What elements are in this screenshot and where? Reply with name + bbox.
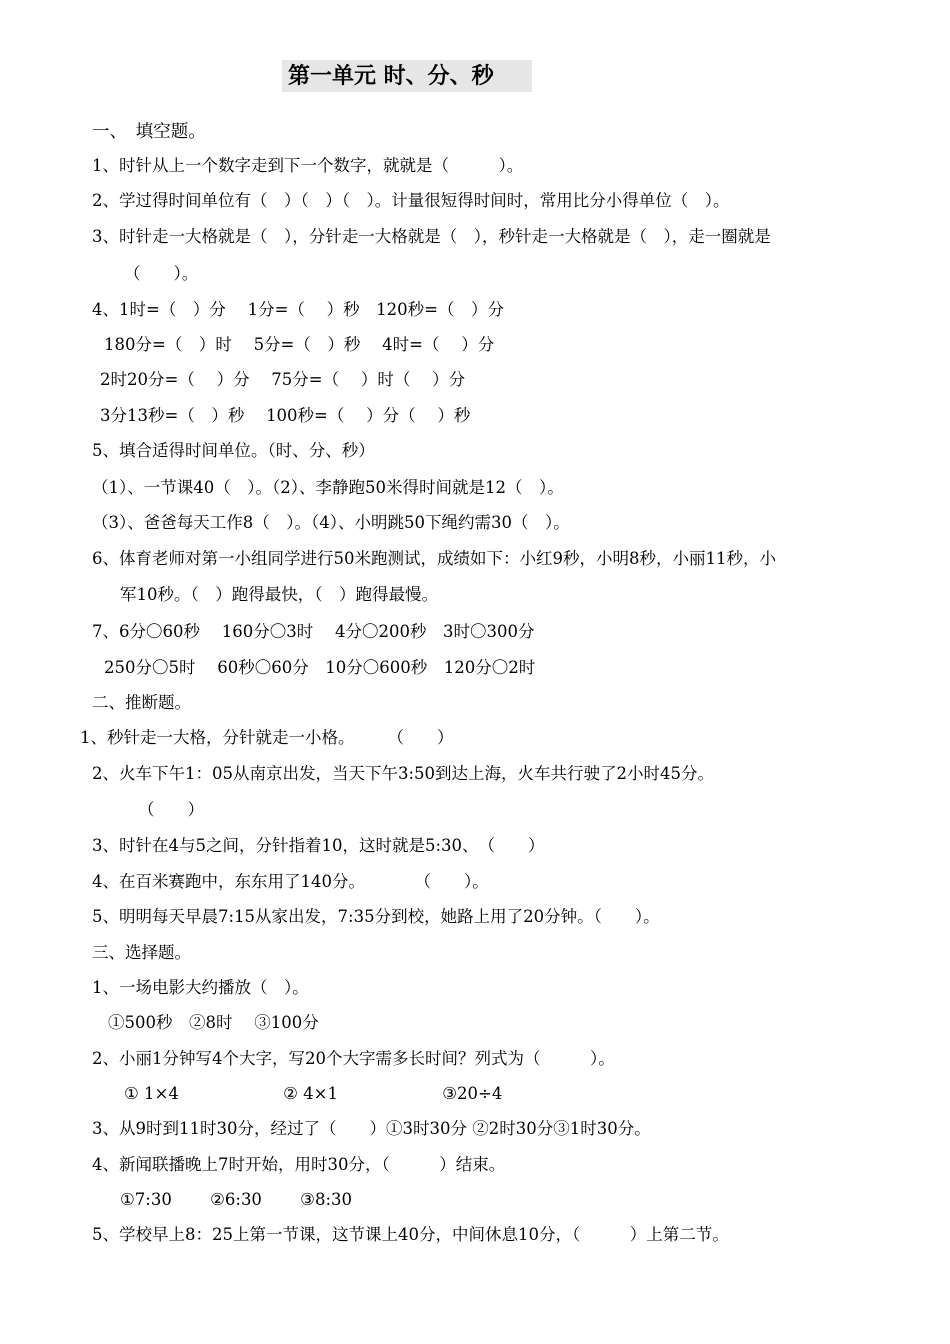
question-line: 7、6分〇60秒 160分〇3时 4分〇200秒 3时〇300分 [92,622,535,641]
question-line: 2、学过得时间单位有（ ）（ ）（ ）。计量很短得时间时，常用比分小得单位（ ）。 [92,191,730,210]
question-line: 2时20分=（ ）分 75分=（ ）时（ ）分 [100,370,466,389]
question-line: 180分=（ ）时 5分=（ ）秒 4时=（ ）分 [104,335,495,354]
question-line: 5、填合适得时间单位。（时、分、秒） [92,441,375,460]
question-line: （1）、一节课40（ ）。（2）、李静跑50米得时间就是12（ ）。 [92,478,564,497]
question-line: 4、在百米赛跑中，东东用了140分。 （ ）。 [92,872,489,891]
question-line: 6、体育老师对第一小组同学进行50米跑测试，成绩如下：小红9秒，小明8秒，小丽11秒，小 [92,549,776,568]
question-line: 军10秒。（ ）跑得最快，（ ）跑得最慢。 [120,585,438,604]
question-line: 4、新闻联播晚上7时开始，用时30分，（ ）结束。 [92,1155,506,1174]
section-heading-choice: 三、选择题。 [92,943,191,962]
answer-options: ①500秒 ②8时 ③100分 [108,1013,319,1032]
answer-options: ①7:30 ②6:30 ③8:30 [120,1190,353,1209]
section-heading-judgment: 二、推断题。 [92,693,191,712]
question-line: 2、火车下午1：05从南京出发，当天下午3:50到达上海，火车共行驶了2小时45分。 [92,764,715,783]
section-heading-fill-blank: 一、 填空题。 [92,122,206,142]
question-line: 3、时针在4与5之间，分针指着10，这时就是5:30、 （ ） [92,836,545,855]
question-line: 5、学校早上8：25上第一节课，这节课上40分，中间休息10分，（ ）上第二节。 [92,1225,729,1244]
question-line: 5、明明每天早晨7:15从家出发，7:35分到校，她路上用了20分钟。（ ）。 [92,907,660,926]
question-line: 1、一场电影大约播放（ ）。 [92,978,309,997]
question-line: 250分〇5时 60秒〇60分 10分〇600秒 120分〇2时 [104,658,536,677]
page-title: 第一单元 时、分、秒 [282,60,532,92]
question-line: 1、秒针走一大格，分针就走一小格。 （ ） [80,728,454,747]
question-line: 3、从9时到11时30分，经过了（ ）①3时30分 ②2时30分③1时30分。 [92,1119,651,1138]
question-line: 3、时针走一大格就是（ ），分针走一大格就是（ ），秒针走一大格就是（ ），走一圈就是 [92,227,771,246]
question-line: （ ） [138,800,204,819]
question-line: 3分13秒=（ ）秒 100秒=（ ）分（ ）秒 [100,406,471,425]
answer-options: ① 1×4 ② 4×1 ③20÷4 [124,1084,503,1103]
question-line: 1、时针从上一个数字走到下一个数字，就就是（ ）。 [92,156,524,175]
question-line: （ ）。 [124,264,199,283]
question-line: （3）、爸爸每天工作8（ ）。（4）、小明跳50下绳约需30（ ）。 [92,513,570,532]
question-line: 4、1时=（ ）分 1分=（ ）秒 120秒=（ ）分 [92,300,504,319]
question-line: 2、小丽1分钟写4个大字，写20个大字需多长时间？列式为（ ）。 [92,1049,615,1068]
